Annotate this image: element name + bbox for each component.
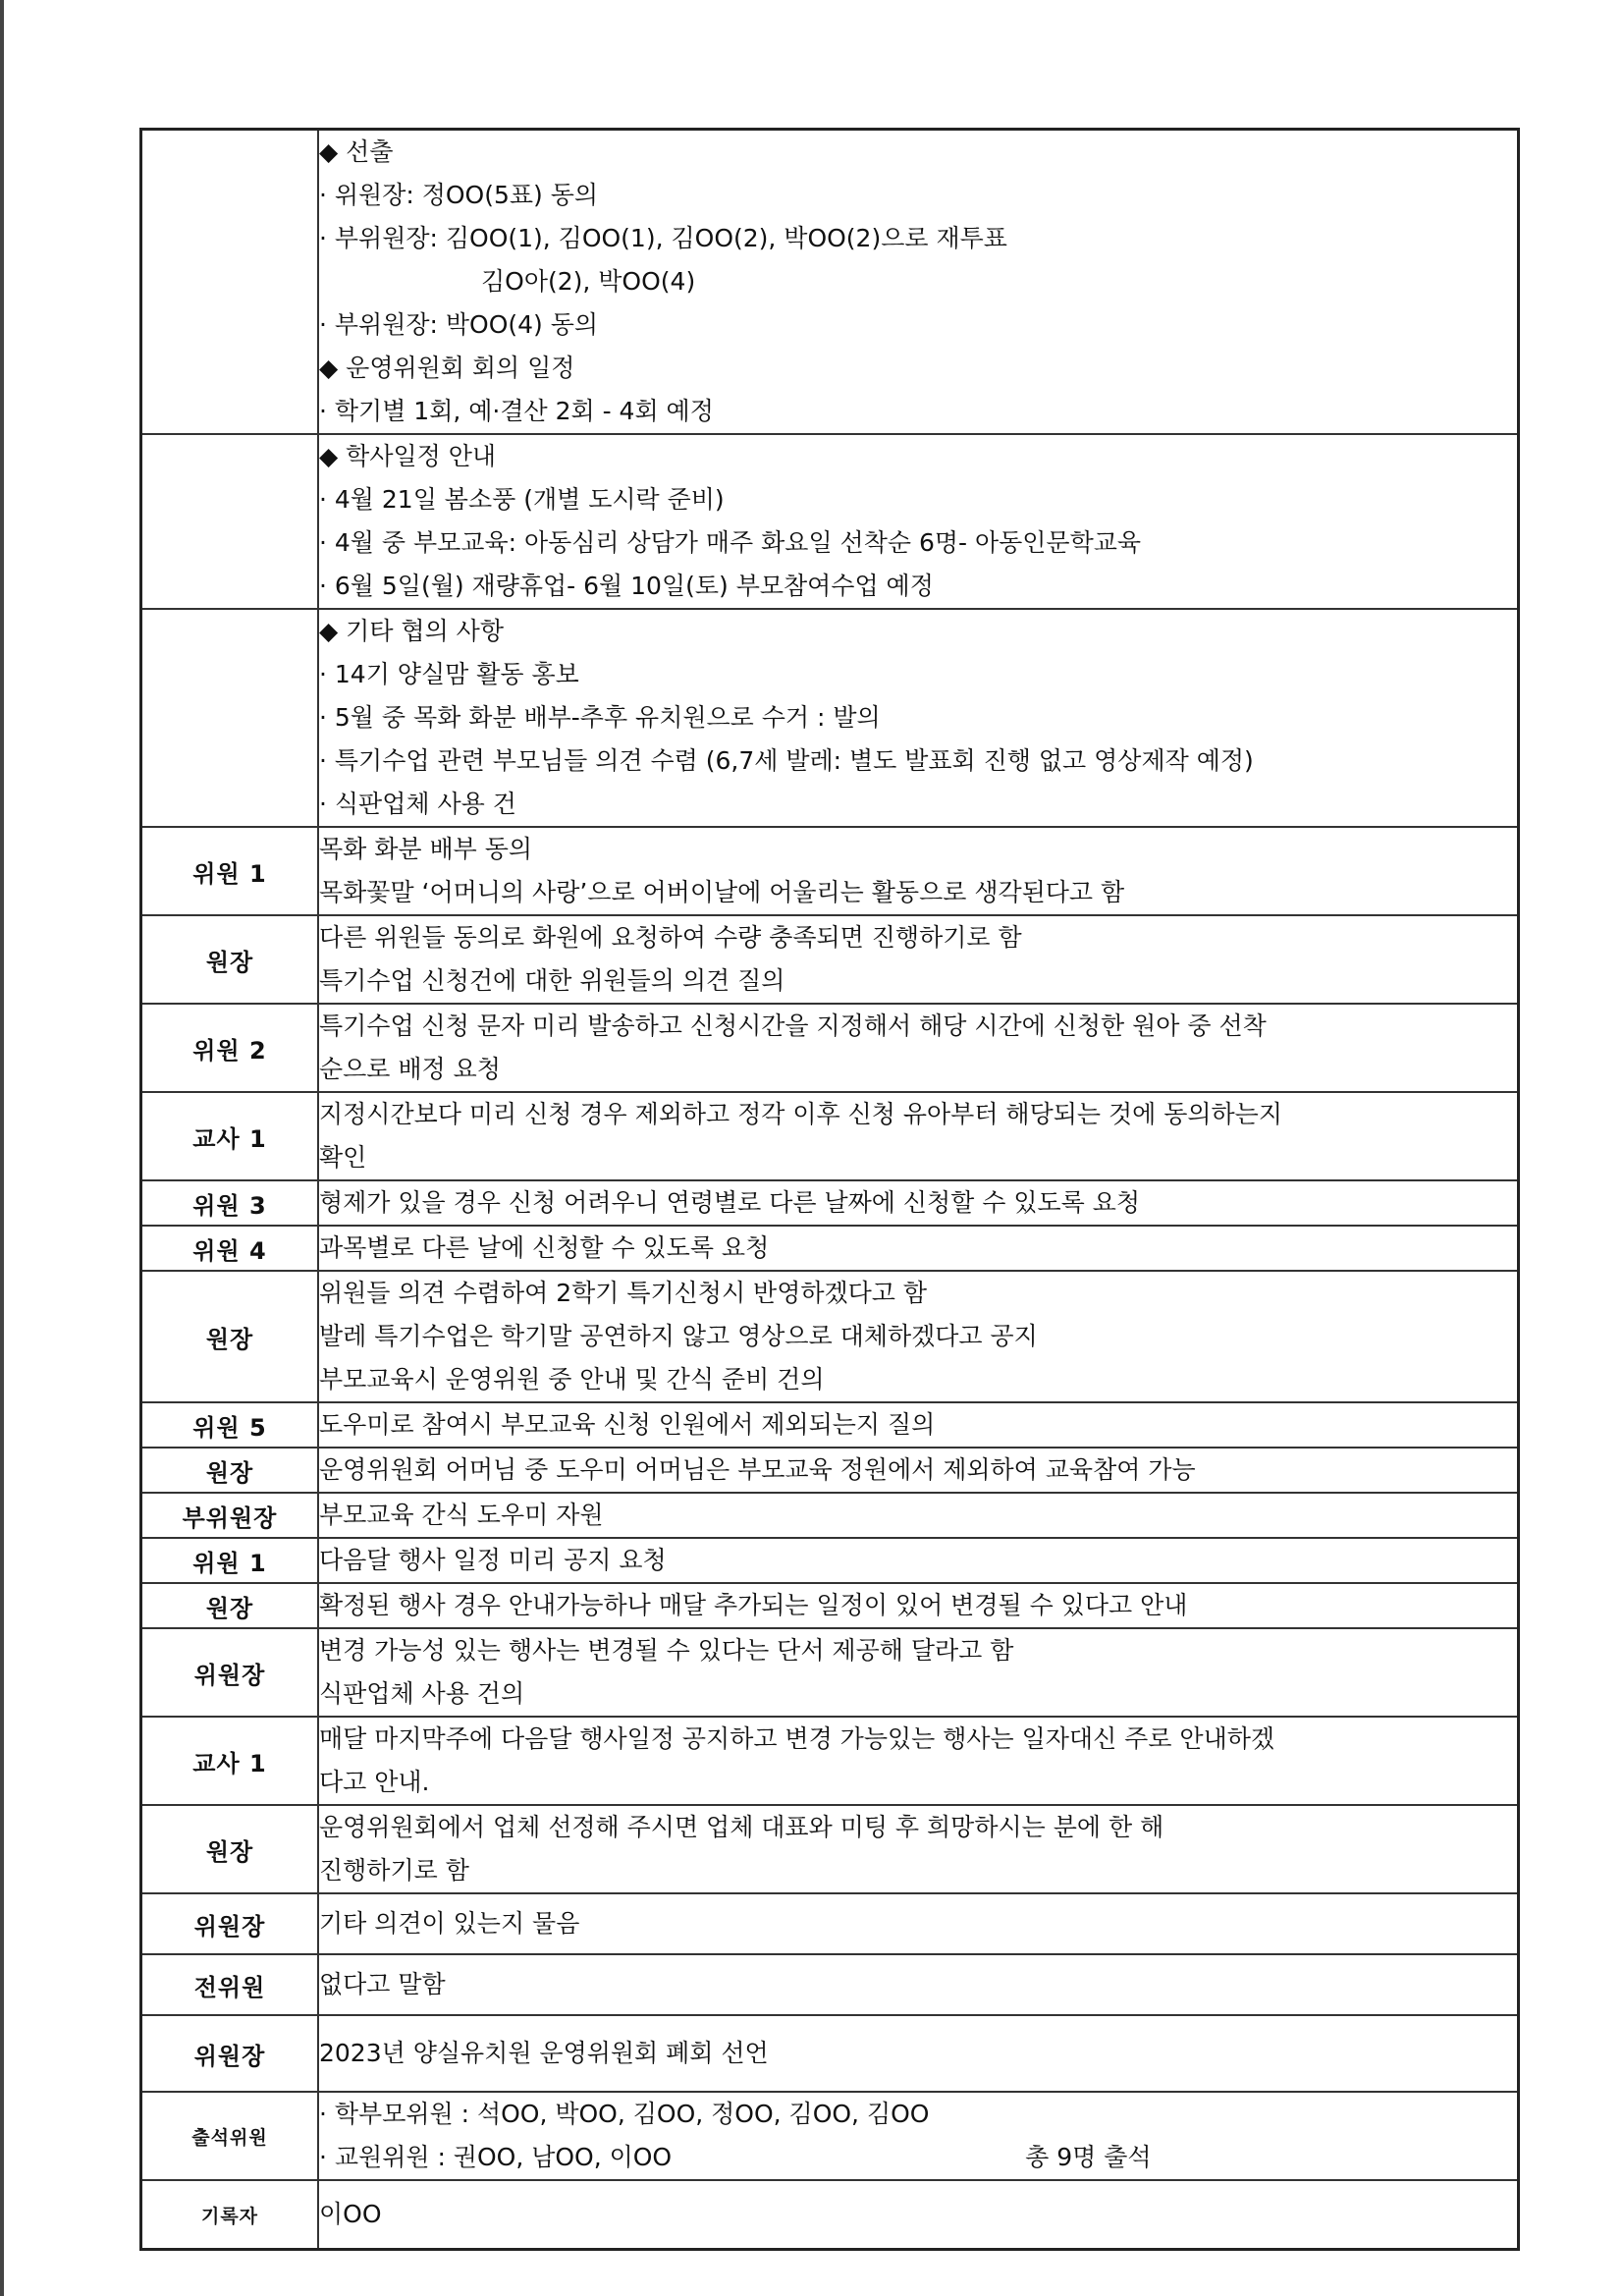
agenda-line: · 4월 21일 봄소풍 (개별 도시락 준비): [319, 485, 725, 514]
discussion-row: [141, 1004, 1519, 1092]
discussion-line: 특기수업 신청건에 대한 위원들의 의견 질의: [319, 966, 785, 995]
discussion-line: 2023년 양실유치원 운영위원회 폐회 선언: [319, 2039, 769, 2067]
speaker-cell-empty: [141, 609, 319, 827]
parent-members: · 학부모위원 : 석OO, 박OO, 김OO, 정OO, 김OO, 김OO: [319, 2100, 930, 2128]
discussion-line: 매달 마지막주에 다음달 행사일정 공지하고 변경 가능있는 행사는 일자대신 주로 안내하겠: [319, 1724, 1275, 1753]
speaker-label: 위원장: [141, 2015, 319, 2092]
agenda-line: · 6월 5일(월) 재량휴업- 6월 10일(토) 부모참여수업 예정: [319, 572, 934, 600]
agenda-line: 김O아(2), 박OO(4): [481, 267, 696, 296]
agenda-content: [318, 434, 1519, 609]
speaker-label: 원장: [141, 1448, 319, 1493]
attendance-content: [318, 2092, 1519, 2180]
discussion-line: 특기수업 신청 문자 미리 발송하고 신청시간을 지정해서 해당 시간에 신청한 원아 중 선착: [319, 1011, 1267, 1040]
recorder-label: 기록자: [141, 2180, 319, 2250]
speaker-cell-empty: [141, 434, 319, 609]
discussion-content: [318, 1402, 1519, 1448]
discussion-row: [141, 1092, 1519, 1180]
discussion-content: [318, 1226, 1519, 1271]
discussion-row: [141, 1893, 1519, 1954]
discussion-row: [141, 827, 1519, 915]
discussion-row: [141, 1538, 1519, 1583]
agenda-line: · 위원장: 정OO(5표) 동의: [319, 181, 599, 209]
discussion-content: [318, 1954, 1519, 2015]
recorder-content: [318, 2180, 1519, 2250]
discussion-row: [141, 1717, 1519, 1805]
speaker-label: 위원 1: [141, 1538, 319, 1583]
speaker-label: 위원장: [141, 1628, 319, 1717]
speaker-label: 위원장: [141, 1893, 319, 1954]
discussion-line: 위원들 의견 수렴하여 2학기 특기신청시 반영하겠다고 함: [319, 1279, 928, 1307]
speaker-label: 전위원: [141, 1954, 319, 2015]
discussion-line: 다른 위원들 동의로 화원에 요청하여 수량 충족되면 진행하기로 함: [319, 923, 1022, 952]
discussion-row: [141, 1628, 1519, 1717]
discussion-row: [141, 1448, 1519, 1493]
discussion-content: [318, 1271, 1519, 1402]
discussion-line: 운영위원회에서 업체 선정해 주시면 업체 대표와 미팅 후 희망하시는 분에 한 해: [319, 1813, 1164, 1841]
discussion-content: [318, 1538, 1519, 1583]
agenda-line: · 5월 중 목화 화분 배부-추후 유치원으로 수거 : 발의: [319, 703, 881, 732]
discussion-line: 확정된 행사 경우 안내가능하나 매달 추가되는 일정이 있어 변경될 수 있다고 안내: [319, 1591, 1188, 1619]
discussion-row: [141, 1805, 1519, 1893]
discussion-content: [318, 1092, 1519, 1180]
discussion-line: 과목별로 다른 날에 신청할 수 있도록 요청: [319, 1233, 770, 1262]
discussion-content: [318, 1004, 1519, 1092]
discussion-line: 발레 특기수업은 학기말 공연하지 않고 영상으로 대체하겠다고 공지: [319, 1322, 1038, 1350]
speaker-label: 위원 5: [141, 1402, 319, 1448]
agenda-line: · 4월 중 부모교육: 아동심리 상담가 매주 화요일 선착순 6명- 아동인문학교육: [319, 528, 1142, 557]
discussion-content: [318, 2015, 1519, 2092]
agenda-section: [141, 130, 1519, 435]
speaker-label: 위원 3: [141, 1180, 319, 1226]
discussion-content: [318, 827, 1519, 915]
recorder-row: [141, 2180, 1519, 2250]
discussion-row: [141, 1493, 1519, 1538]
speaker-label: 교사 1: [141, 1092, 319, 1180]
discussion-line: 다고 안내.: [319, 1768, 430, 1796]
discussion-line: 부모교육 간식 도우미 자원: [319, 1501, 604, 1529]
speaker-label: 부위원장: [141, 1493, 319, 1538]
discussion-content: [318, 1628, 1519, 1717]
discussion-content: [318, 1180, 1519, 1226]
discussion-line: 기타 의견이 있는지 물음: [319, 1909, 580, 1938]
discussion-row: [141, 915, 1519, 1004]
discussion-line: 없다고 말함: [319, 1970, 446, 1998]
discussion-content: [318, 1805, 1519, 1893]
agenda-line: · 14기 양실맘 활동 홍보: [319, 660, 579, 688]
agenda-heading: ◆ 운영위원회 회의 일정: [319, 354, 575, 382]
speaker-label: 위원 1: [141, 827, 319, 915]
agenda-line: · 식판업체 사용 건: [319, 790, 516, 818]
agenda-content: [318, 130, 1519, 435]
discussion-line: 형제가 있을 경우 신청 어려우니 연령별로 다른 날짜에 신청할 수 있도록 요청: [319, 1188, 1141, 1217]
attendance-label: 출석위원: [141, 2092, 319, 2180]
discussion-line: 변경 가능성 있는 행사는 변경될 수 있다는 단서 제공해 달라고 함: [319, 1636, 1014, 1665]
discussion-content: [318, 1448, 1519, 1493]
discussion-row: [141, 1583, 1519, 1628]
discussion-row: [141, 2015, 1519, 2092]
discussion-line: 부모교육시 운영위원 중 안내 및 간식 준비 건의: [319, 1365, 825, 1394]
discussion-line: 순으로 배정 요청: [319, 1055, 501, 1083]
discussion-line: 다음달 행사 일정 미리 공지 요청: [319, 1546, 667, 1574]
speaker-label: 원장: [141, 915, 319, 1004]
discussion-content: [318, 915, 1519, 1004]
discussion-row: [141, 1402, 1519, 1448]
discussion-line: 도우미로 참여시 부모교육 신청 인원에서 제외되는지 질의: [319, 1410, 936, 1439]
speaker-label: 위원 2: [141, 1004, 319, 1092]
discussion-content: [318, 1717, 1519, 1805]
agenda-line: · 특기수업 관련 부모님들 의견 수렴 (6,7세 발레: 별도 발표회 진행 없고 영상제작 예정): [319, 746, 1254, 775]
discussion-row: [141, 1226, 1519, 1271]
meeting-minutes-table: [139, 128, 1520, 2251]
discussion-line: 목화 화분 배부 동의: [319, 835, 533, 863]
speaker-label: 원장: [141, 1583, 319, 1628]
attendance-total: 총 9명 출석: [1025, 2143, 1152, 2171]
agenda-line: · 학기별 1회, 예·결산 2회 - 4회 예정: [319, 397, 714, 425]
discussion-content: [318, 1493, 1519, 1538]
speaker-label: 교사 1: [141, 1717, 319, 1805]
teacher-members: · 교원위원 : 권OO, 남OO, 이OO: [319, 2143, 673, 2171]
speaker-label: 원장: [141, 1271, 319, 1402]
teacher-members-line: [319, 2136, 1517, 2179]
discussion-content: [318, 1583, 1519, 1628]
speaker-cell-empty: [141, 130, 319, 435]
discussion-line: 확인: [319, 1143, 367, 1172]
speaker-label: 원장: [141, 1805, 319, 1893]
discussion-line: 운영위원회 어머님 중 도우미 어머님은 부모교육 정원에서 제외하여 교육참여 가능: [319, 1455, 1196, 1484]
agenda-line: · 부위원장: 김OO(1), 김OO(1), 김OO(2), 박OO(2)으로 재투표: [319, 224, 1007, 252]
agenda-content: [318, 609, 1519, 827]
discussion-line: 지정시간보다 미리 신청 경우 제외하고 정각 이후 신청 유아부터 해당되는 것에 동의하는지: [319, 1100, 1282, 1128]
discussion-row: [141, 1954, 1519, 2015]
discussion-row: [141, 1271, 1519, 1402]
agenda-section: [141, 434, 1519, 609]
scan-edge: [0, 0, 4, 2296]
agenda-heading: ◆ 기타 협의 사항: [319, 617, 504, 645]
discussion-row: [141, 1180, 1519, 1226]
agenda-section: [141, 609, 1519, 827]
speaker-label: 위원 4: [141, 1226, 319, 1271]
attendance-row: [141, 2092, 1519, 2180]
agenda-heading: ◆ 선출: [319, 137, 394, 166]
discussion-content: [318, 1893, 1519, 1954]
recorder-name: 이OO: [319, 2200, 382, 2228]
discussion-line: 진행하기로 함: [319, 1856, 469, 1885]
discussion-line: 식판업체 사용 건의: [319, 1679, 525, 1708]
agenda-line: · 부위원장: 박OO(4) 동의: [319, 310, 599, 339]
agenda-heading: ◆ 학사일정 안내: [319, 442, 497, 470]
discussion-line: 목화꽃말 ‘어머니의 사랑’으로 어버이날에 어울리는 활동으로 생각된다고 함: [319, 878, 1125, 906]
